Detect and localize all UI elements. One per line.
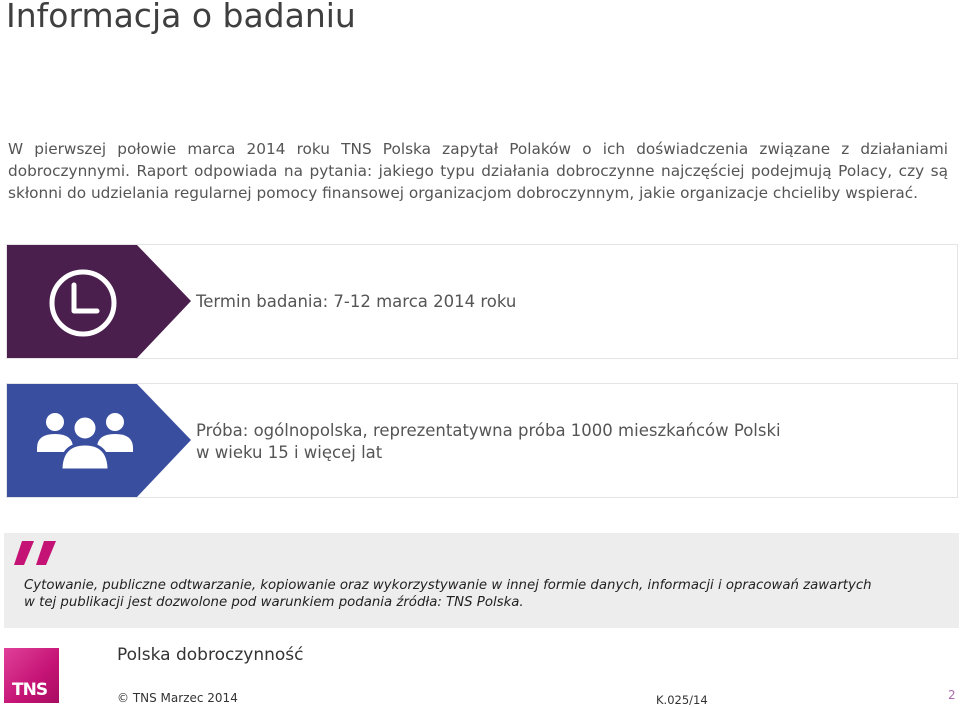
page-number: 2 [948, 688, 956, 702]
citation-line-2: w tej publikacji jest dozwolone pod warunkiem podania źródła: TNS Polska. [24, 595, 524, 610]
survey-date-text: Termin badania: 7-12 marca 2014 roku [196, 292, 517, 311]
citation-line-1: Cytowanie, publiczne odtwarzanie, kopiowanie oraz wykorzystywanie w innej formie danych, informacji i opracowań zawartych [24, 578, 872, 593]
sample-text-line-2: w wieku 15 i więcej lat [196, 443, 383, 462]
sample-text-line-1: Próba: ogólnopolska, reprezentatywna próba 1000 mieszkańców Polski [196, 421, 781, 440]
footer-title: Polska dobroczynność [117, 645, 304, 665]
tns-logo-text: TNS [12, 680, 48, 700]
quote-mark-icon [14, 541, 58, 567]
intro-paragraph: W pierwszej połowie marca 2014 roku TNS Polska zapytał Polaków o ich doświadczenia związane z działaniami dobroczynnymi. Raport odpowiada na pytania: jakiego typu działania dobroczynne najczęściej podejmują Polacy, czy są skłonni do udzielania regularnej pomocy finansowej organizacjom dobroczynnym, jakie organizacje chcieliby wspierać. [8, 140, 948, 202]
report-code: K.025/14 [656, 693, 708, 707]
people-icon [33, 408, 137, 474]
tns-logo [4, 648, 59, 703]
survey-date-panel [6, 244, 958, 359]
page-title: Informacja o badaniu [6, 0, 356, 35]
citation-notice [4, 533, 959, 628]
sample-panel [6, 383, 958, 498]
copyright-text: © TNS Marzec 2014 [117, 691, 238, 705]
clock-icon [47, 267, 119, 339]
